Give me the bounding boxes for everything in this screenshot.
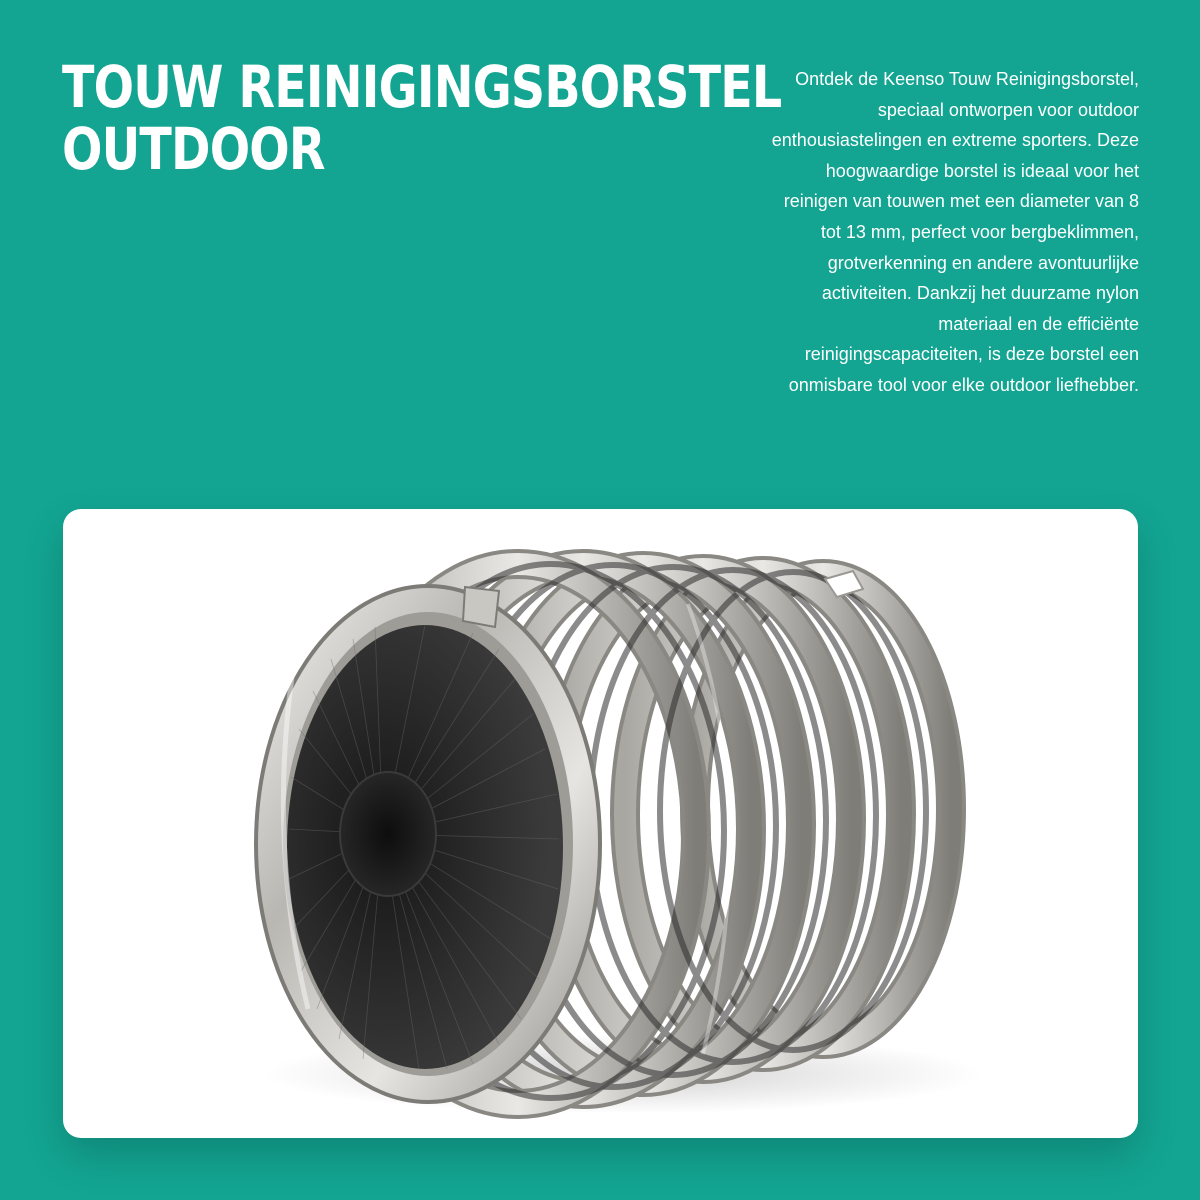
title-line-1: TOUW REINIGINGSBORSTEL (62, 53, 782, 121)
page-title (62, 53, 782, 183)
rope-brush-image (63, 509, 1138, 1138)
product-image-card (63, 509, 1138, 1138)
product-description: Ontdek de Keenso Touw Reinigingsborstel, speciaal ontworpen voor outdoor enthousiastelingen en extreme sporters. Deze hoogwaardige borstel is ideaal voor het reinigen van touwen met een diameter van 8 tot 13 mm, perfect voor bergbeklimmen, grotverkenning en andere avontuurlijke activiteiten. Dankzij het duurzame nylon materiaal en de efficiënte reinigingscapaciteiten, is deze borstel een onmisbare tool voor elke outdoor liefhebber. (771, 69, 1139, 395)
title-line-2: OUTDOOR (62, 115, 325, 183)
